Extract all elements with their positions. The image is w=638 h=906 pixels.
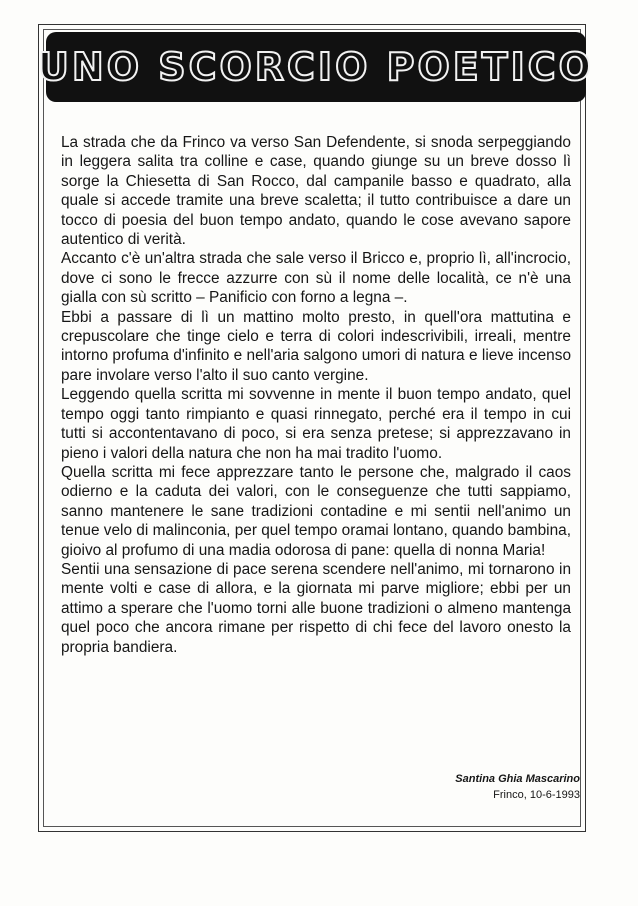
paragraph: La strada che da Frinco va verso San Defendente, si snoda serpeggiando in leggera salita tra colline e case, quando giunge su un breve dosso lì sorge la Chiesetta di San Rocco, dal campanile basso e quadrato, alla quale si accede tramite una breve scaletta; il tutto contribuisce a dare un tocco di poesia del buon tempo andato, quando le cose avevano sapore autentico di verità.	[61, 134, 571, 249]
signature-block	[455, 771, 580, 803]
page-title: UNO SCORCIO POETICO	[38, 45, 594, 89]
place-date: Frinco, 10-6-1993	[493, 789, 580, 801]
author-name: Santina Ghia Mascarino	[455, 773, 580, 785]
paragraph: Leggendo quella scritta mi sovvenne in mente il buon tempo andato, quel tempo oggi tanto rimpianto e quasi rinnegato, perché era il tempo in cui tutti si accontentavano di poco, si era senza pretese; si apprezzavano in pieno i valori della natura che non ha mai tradito l'uomo.	[61, 386, 571, 462]
article-body	[61, 133, 571, 657]
title-banner	[38, 32, 594, 102]
paragraph: Ebbi a passare di lì un mattino molto presto, in quell'ora mattutina e crepuscolare che tinge cielo e terra di colori indescrivibili, irreali, mentre intorno profuma d'infinito e nell'aria salgono umori di natura e lieve incenso pare involare verso l'alto il suo canto vergine.	[61, 308, 571, 384]
paragraph: Sentii una sensazione di pace serena scendere nell'animo, mi tornarono in mente volti e case di allora, e la giornata mi parve migliore; ebbi per un attimo a sperare che l'uomo torni alle buone tradizioni o almeno mantenga quel poco che ancora rimane per rispetto di chi fece del lavoro onesto la propria bandiera.	[61, 560, 571, 656]
paragraph: Accanto c'è un'altra strada che sale verso il Bricco e, proprio lì, all'incrocio, dove ci sono le frecce azzurre con sù il nome delle località, ce n'è una gialla con sù scritto – Panificio con forno a legna –.	[61, 250, 571, 307]
paragraph: Quella scritta mi fece apprezzare tanto le persone che, malgrado il caos odierno e la caduta dei valori, con le conseguenze che tutti sappiamo, sanno mantenere le sane tradizioni contadine e mi sentii nell'animo un tenue velo di malinconia, per quel tempo oramai lontano, quando bambina, gioivo al profumo di una madia odorosa di pane: quella di nonna Maria!	[61, 463, 571, 559]
